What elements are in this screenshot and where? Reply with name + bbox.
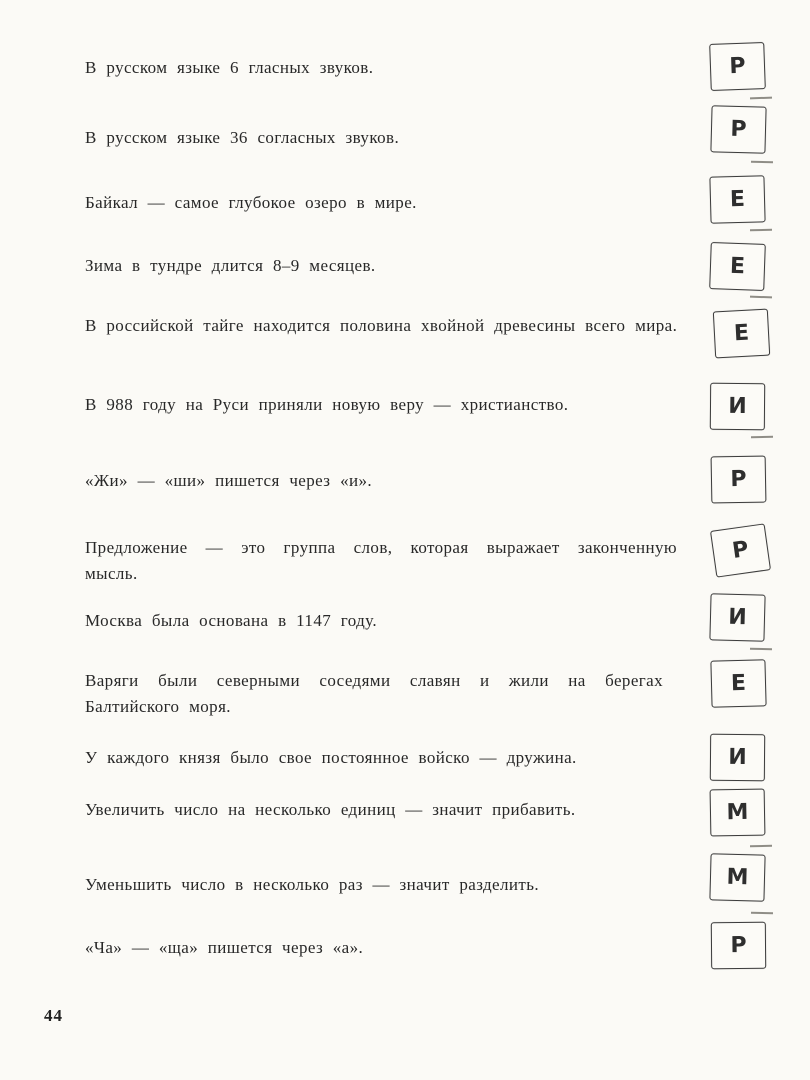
answer-card: М [710, 789, 766, 837]
answer-card: Е [710, 659, 766, 707]
card-cut-mark [750, 648, 772, 650]
answer-card: Р [711, 456, 767, 504]
card-cut-mark [750, 845, 772, 847]
card-cut-mark [750, 296, 772, 299]
answer-card: Е [713, 309, 770, 359]
answer-card: И [709, 593, 765, 641]
fact-sentence: В русском языке 36 согласных звуков. [85, 128, 400, 147]
card-cut-mark [751, 912, 773, 914]
fact-sentence: В русском языке 6 гласных звуков. [85, 58, 374, 77]
page-number: 44 [44, 1006, 63, 1025]
card-cut-mark [750, 97, 772, 100]
fact-sentence: Зима в тундре длится 8–9 месяцев. [85, 256, 376, 275]
answer-card: Р [709, 42, 766, 91]
card-cut-mark [751, 436, 773, 438]
answer-card: Р [711, 922, 766, 969]
answer-card: Е [709, 175, 765, 223]
fact-sentence: Байкал — самое глубокое озеро в мире. [85, 193, 417, 212]
fact-sentence: «Ча» — «ща» пишется через «а». [85, 938, 364, 957]
fact-sentence: Уменьшить число в несколько раз — значит разделить. [85, 875, 540, 894]
fact-sentence: Москва была основана в 1147 году. [85, 611, 378, 630]
answer-card: И [710, 383, 765, 430]
fact-sentence: В российской тайге находится половина хвойной древесины всего мира. [85, 316, 678, 335]
fact-sentence: «Жи» — «ши» пишется через «и». [85, 471, 373, 490]
fact-sentence: В 988 году на Руси приняли новую веру — христианство. [85, 395, 569, 414]
card-cut-mark [750, 229, 772, 231]
fact-sentence: Предложение — это группа слов, которая выражает законченную мысль. [85, 538, 677, 583]
answer-card: Р [710, 523, 771, 577]
answer-card: М [709, 853, 765, 901]
answer-card: Р [710, 105, 766, 153]
fact-sentence: Варяги были северными соседями славян и жили на берегах Балтийского моря. [85, 671, 663, 716]
answer-card: И [710, 734, 765, 781]
fact-sentence: Увеличить число на несколько единиц — значит прибавить. [85, 800, 576, 819]
answer-card: Е [709, 242, 766, 291]
fact-sentence: У каждого князя было свое постоянное войско — дружина. [85, 748, 577, 767]
card-cut-mark [751, 161, 773, 163]
